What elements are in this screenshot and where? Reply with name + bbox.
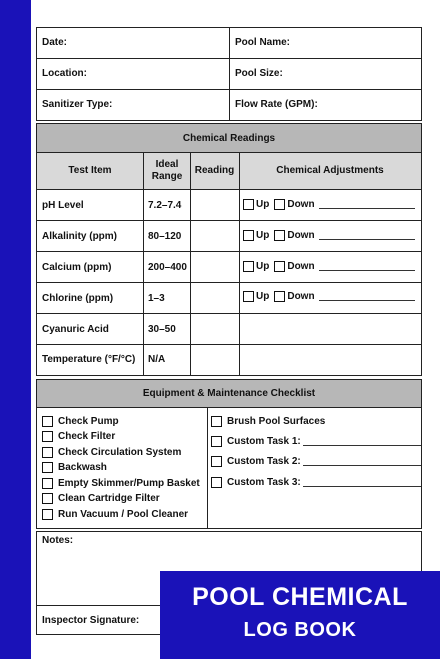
- location-label: Location:: [42, 68, 87, 79]
- checklist-item: Custom Task 1:: [211, 436, 421, 447]
- up-checkbox[interactable]: [243, 199, 254, 210]
- task-checkbox[interactable]: [42, 416, 53, 427]
- task-checkbox[interactable]: [42, 431, 53, 442]
- row-range-alkalinity: 80–120: [148, 231, 182, 242]
- custom-task-line[interactable]: [303, 486, 421, 487]
- task-checkbox[interactable]: [42, 447, 53, 458]
- flow-rate-label: Flow Rate (GPM):: [235, 99, 318, 110]
- up-checkbox[interactable]: [243, 230, 254, 241]
- task-checkbox[interactable]: [42, 493, 53, 504]
- row-label-temperature: Temperature (°F/°C): [42, 354, 136, 365]
- task-checkbox[interactable]: [211, 477, 222, 488]
- sanitizer-type-label: Sanitizer Type:: [42, 99, 113, 110]
- checklist-item: Run Vacuum / Pool Cleaner: [42, 509, 188, 520]
- checklist-item: Empty Skimmer/Pump Basket: [42, 478, 200, 489]
- col-header-reading: Reading: [194, 165, 235, 176]
- row-label-cyanuric-acid: Cyanuric Acid: [42, 324, 109, 335]
- row-label-chlorine: Chlorine (ppm): [42, 293, 114, 304]
- checklist-title: Equipment & Maintenance Checklist: [37, 380, 421, 407]
- inspector-signature-label: Inspector Signature:: [42, 615, 140, 626]
- chemical-readings-table: [36, 123, 422, 376]
- header-info-box: [36, 27, 422, 121]
- up-checkbox[interactable]: [243, 261, 254, 272]
- custom-task-line[interactable]: [303, 445, 421, 446]
- checklist-item: Custom Task 3:: [211, 477, 421, 488]
- row-range-ph: 7.2–7.4: [148, 200, 182, 211]
- date-label: Date:: [42, 37, 68, 48]
- task-checkbox[interactable]: [42, 462, 53, 473]
- chemical-readings-title: Chemical Readings: [37, 124, 421, 152]
- row-range-temperature: N/A: [148, 354, 166, 365]
- pool-name-label: Pool Name:: [235, 37, 291, 48]
- row-range-chlorine: 1–3: [148, 293, 165, 304]
- row-label-calcium: Calcium (ppm): [42, 262, 112, 273]
- checklist-item: Check Pump: [42, 416, 119, 427]
- cover-title-line1: POOL CHEMICAL: [192, 583, 408, 611]
- checklist-item: Check Filter: [42, 431, 115, 442]
- adjustment-line[interactable]: [319, 270, 415, 271]
- down-checkbox[interactable]: [274, 230, 285, 241]
- down-checkbox[interactable]: [274, 261, 285, 272]
- custom-task-line[interactable]: [303, 465, 421, 466]
- task-checkbox[interactable]: [211, 456, 222, 467]
- row-label-alkalinity: Alkalinity (ppm): [42, 231, 118, 242]
- task-checkbox[interactable]: [211, 416, 222, 427]
- down-checkbox[interactable]: [274, 291, 285, 302]
- checklist-item: Brush Pool Surfaces: [211, 416, 325, 427]
- adjustment-calcium: Up Down: [243, 261, 415, 272]
- row-range-calcium: 200–400: [148, 262, 187, 273]
- adjustment-line[interactable]: [319, 239, 415, 240]
- checklist-item: Clean Cartridge Filter: [42, 493, 160, 504]
- adjustment-line[interactable]: [319, 300, 415, 301]
- task-checkbox[interactable]: [211, 436, 222, 447]
- cover-title-line2: LOG BOOK: [243, 619, 357, 641]
- row-label-ph: pH Level: [42, 200, 84, 211]
- task-checkbox[interactable]: [42, 478, 53, 489]
- up-checkbox[interactable]: [243, 291, 254, 302]
- checklist-item: Backwash: [42, 462, 107, 473]
- cover-title-banner: [160, 571, 440, 659]
- pool-size-label: Pool Size:: [235, 68, 283, 79]
- col-header-test-item: Test Item: [68, 165, 112, 176]
- down-checkbox[interactable]: [274, 199, 285, 210]
- adjustment-ph: Up Down: [243, 199, 415, 210]
- checklist-item: Custom Task 2:: [211, 456, 421, 467]
- notes-label: Notes:: [42, 535, 74, 546]
- col-header-chemical-adjustments: Chemical Adjustments: [276, 165, 384, 176]
- book-spine: [0, 0, 31, 659]
- adjustment-chlorine: Up Down: [243, 291, 415, 302]
- adjustment-line[interactable]: [319, 208, 415, 209]
- row-range-cyanuric-acid: 30–50: [148, 324, 176, 335]
- checklist-item: Check Circulation System: [42, 447, 181, 458]
- adjustment-alkalinity: Up Down: [243, 230, 415, 241]
- col-header-ideal-range: Ideal Range: [151, 159, 183, 182]
- task-checkbox[interactable]: [42, 509, 53, 520]
